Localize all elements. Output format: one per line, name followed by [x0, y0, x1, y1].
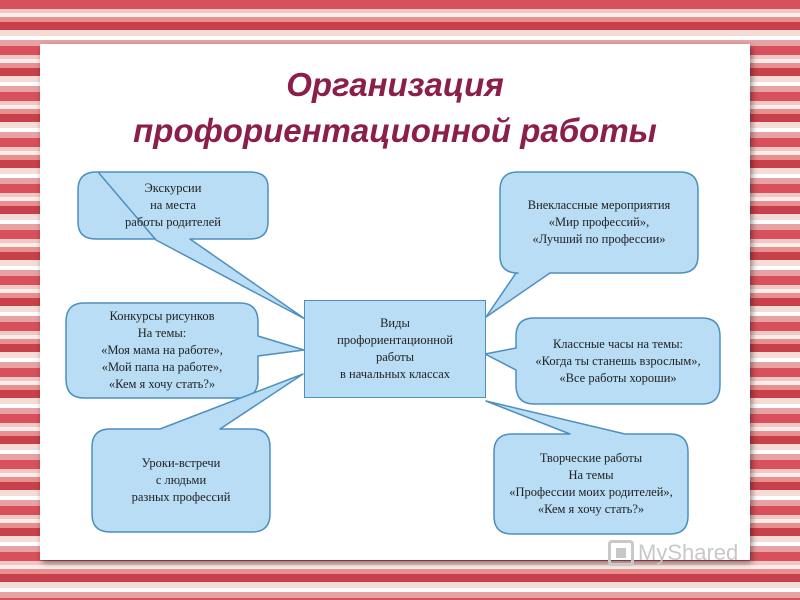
watermark-text: MyShared	[638, 540, 739, 565]
center-line: Виды	[380, 316, 410, 330]
bubble-line: «Лучший по профессии»	[532, 232, 666, 246]
bubble-line: Внеклассные мероприятия	[527, 198, 671, 212]
bubble-line: Творческие работы	[539, 451, 643, 465]
bubble-line: на места	[150, 198, 196, 212]
bubble-line: «Мир профессий»,	[548, 215, 650, 229]
center-line: в начальных классах	[339, 367, 451, 381]
title-line-1: Организация	[286, 66, 504, 103]
bubble-line: «Кем я хочу стать?»	[108, 377, 216, 391]
bubble-line: разных профессий	[131, 490, 231, 504]
bubble-line: «Кем я хочу стать?»	[537, 502, 645, 516]
bubble-line: «Мой папа на работе»,	[101, 360, 223, 374]
bubble-line: На темы	[568, 468, 614, 482]
bubble-line: Уроки-встречи	[141, 456, 221, 470]
bubble-line: «Когда ты станешь взрослым»,	[535, 353, 701, 368]
center-line: профориентационной	[337, 333, 453, 347]
center-line: работы	[375, 350, 415, 364]
center-box	[304, 300, 486, 398]
bubble-line: «Все работы хороши»	[559, 370, 677, 385]
title-line-2: профориентационной работы	[133, 112, 657, 149]
bubble-line: «Профессии моих родителей»,	[509, 485, 673, 499]
watermark	[608, 538, 738, 568]
bubble-line: Конкурсы рисунков	[109, 309, 215, 323]
bubble-bottom-right	[494, 434, 688, 534]
bubble-mid-left	[66, 303, 258, 398]
bubble-line: работы родителей	[125, 215, 221, 229]
bubble-line: Экскурсии	[144, 181, 202, 195]
bubble-top-left	[78, 172, 268, 239]
bubble-line: Классные часы на темы:	[552, 336, 684, 351]
watermark-logo-icon	[608, 540, 634, 566]
bubble-mid-right	[516, 318, 720, 404]
slide	[40, 44, 750, 560]
bubble-line: На темы:	[137, 326, 187, 340]
bubble-line: с людьми	[155, 473, 207, 487]
bubble-bottom-left	[92, 429, 270, 532]
bubble-line: «Моя мама на работе»,	[101, 343, 223, 357]
bubble-top-right	[500, 172, 698, 273]
